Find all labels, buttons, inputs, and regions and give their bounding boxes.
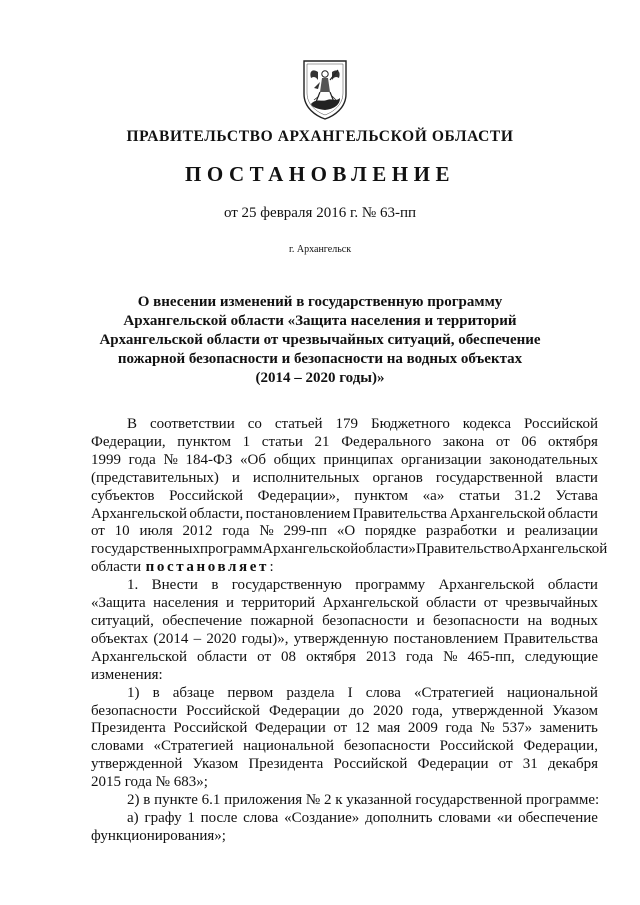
body-word: программ xyxy=(199,541,263,558)
government-name: ПРАВИТЕЛЬСТВО АРХАНГЕЛЬСКОЙ ОБЛАСТИ xyxy=(126,128,514,145)
body-word: года xyxy=(222,523,250,540)
body-word: «Стратегией xyxy=(414,684,494,701)
title-line: Архангельской области от чрезвычайных ситуаций, обеспечение xyxy=(99,332,541,348)
body-line-resolution xyxy=(91,559,598,577)
body-word: реализации xyxy=(524,523,598,540)
body-word: области xyxy=(547,577,598,594)
body-word: слова xyxy=(243,809,279,826)
body-word: безопасности xyxy=(322,612,409,629)
body-word: первом xyxy=(227,684,274,701)
body-word: № xyxy=(163,451,178,468)
body-word: 1 xyxy=(242,433,251,450)
body-word: в xyxy=(152,684,160,701)
body-word: утвержденную xyxy=(293,630,389,647)
body-word: Российской xyxy=(173,720,248,737)
body-word: территорий xyxy=(241,595,316,612)
body-word: мая xyxy=(377,720,401,737)
body-word: чрезвычайных xyxy=(505,595,598,612)
document-city: г. Архангельск xyxy=(288,244,352,255)
body-word: общих xyxy=(273,451,316,468)
body-word: 537» xyxy=(502,720,533,737)
body-word: Российской xyxy=(439,738,514,755)
body-line xyxy=(91,577,598,595)
body-word: 1 xyxy=(187,809,195,826)
body-word: от xyxy=(498,756,513,773)
resolution-keyword: постановляет xyxy=(145,559,269,576)
body-word: 2020 xyxy=(373,702,404,719)
body-word: Архангельской xyxy=(91,648,187,665)
body-word: годы)», xyxy=(241,630,289,647)
body-word: государственных xyxy=(91,541,200,558)
document-title xyxy=(90,293,550,388)
body-word: и xyxy=(225,595,234,612)
body-word: от xyxy=(333,720,348,737)
body-word: «Стратегией xyxy=(153,738,234,755)
body-word: Российской xyxy=(169,487,244,504)
body-word: области xyxy=(547,505,598,522)
body-word: утвержденной xyxy=(91,756,183,773)
body-word: области xyxy=(197,648,248,665)
body-word: 31 xyxy=(522,756,538,773)
title-line: О внесении изменений в государственную программу xyxy=(137,294,503,310)
body-line xyxy=(91,541,608,559)
document-body xyxy=(91,416,608,846)
body-word: Устава xyxy=(555,487,598,504)
body-word: от xyxy=(91,523,105,540)
body-word: Федерации, xyxy=(523,738,598,755)
body-word: № xyxy=(259,523,274,540)
body-word: Бюджетного xyxy=(370,416,450,432)
body-word: года xyxy=(445,720,473,737)
body-word: обеспечение xyxy=(162,612,243,629)
body-line xyxy=(91,810,598,828)
body-line xyxy=(91,738,598,756)
body-word: 2013 xyxy=(365,648,396,665)
resolution-suffix: : xyxy=(269,559,274,576)
body-word: дополнить xyxy=(365,809,433,826)
body-word: программу xyxy=(355,577,426,594)
body-word: безопасности xyxy=(433,612,520,629)
body-word: 2009 xyxy=(407,720,438,737)
body-word: пожарной xyxy=(250,612,314,629)
body-word: Федерации xyxy=(417,756,489,773)
body-word: Правительства xyxy=(503,630,598,647)
body-word: Правительства xyxy=(352,505,448,522)
body-word: объектах xyxy=(91,630,149,647)
body-word: Российской xyxy=(186,702,261,719)
body-line xyxy=(91,685,598,703)
body-line: 2) в пункте 6.1 приложения № 2 к указанной государственной программе: xyxy=(127,792,600,809)
body-word: власти xyxy=(555,469,598,486)
body-word: безопасности xyxy=(91,702,178,719)
body-word: 465-пп, xyxy=(467,648,515,665)
body-word: года xyxy=(405,648,434,665)
body-word: разработки xyxy=(425,523,497,540)
body-word: – xyxy=(193,630,202,647)
body-word: и xyxy=(506,523,515,540)
body-word: Федерации xyxy=(254,720,326,737)
body-line: изменения: xyxy=(91,666,163,683)
body-word: безопасности xyxy=(343,738,430,755)
body-word: статьей xyxy=(274,416,323,432)
body-word: от xyxy=(495,433,510,450)
body-word: 06 xyxy=(521,433,537,450)
body-word: законодательных xyxy=(489,451,598,468)
body-word: кодекса xyxy=(462,416,512,432)
body-word: В xyxy=(127,416,138,432)
body-word: Архангельской xyxy=(449,505,546,522)
body-word: Федерации xyxy=(269,702,340,719)
title-line: Архангельской области «Защита населения и территорий xyxy=(123,313,517,329)
body-word: порядке xyxy=(364,523,417,540)
body-word: Российской xyxy=(333,756,408,773)
title-line: пожарной безопасности и безопасности на водных объектах xyxy=(117,351,523,367)
body-word: статьи xyxy=(261,433,303,450)
body-word: графу xyxy=(144,809,182,826)
body-word: № xyxy=(443,648,458,665)
body-word: слова xyxy=(365,684,401,701)
body-word: Архангельской xyxy=(262,541,359,558)
body-word: Архангельской xyxy=(322,595,419,612)
body-word: раздела xyxy=(286,684,335,701)
body-word: утвержденной xyxy=(451,702,544,719)
body-word: от xyxy=(257,648,272,665)
body-word: 2020 xyxy=(206,630,237,647)
body-line xyxy=(91,703,598,721)
body-word: водных xyxy=(550,612,598,629)
document-date-number: от 25 февраля 2016 г. № 63-пп xyxy=(223,205,417,221)
body-word: области, xyxy=(189,505,244,522)
body-line xyxy=(91,452,598,470)
body-word: (представительных) xyxy=(91,469,219,486)
body-line xyxy=(91,720,598,738)
body-word: пунктом xyxy=(354,487,409,504)
body-word: обеспечение xyxy=(518,809,598,826)
body-word: на xyxy=(527,612,543,629)
body-word: 1999 xyxy=(91,451,121,468)
body-word: ситуаций, xyxy=(91,612,154,629)
body-word: Архангельской xyxy=(438,577,535,594)
body-word: 21 xyxy=(314,433,330,450)
body-word: закона xyxy=(442,433,485,450)
body-word: государственной xyxy=(435,469,543,486)
body-word: года xyxy=(128,451,156,468)
body-word: исполнительных xyxy=(252,469,360,486)
body-word: 299-пп xyxy=(283,523,327,540)
body-line: функционирования»; xyxy=(91,827,226,844)
body-word: I xyxy=(347,684,353,701)
body-word: следующие xyxy=(524,648,598,665)
body-word: Внести xyxy=(151,577,198,594)
body-word: области» xyxy=(358,541,416,558)
body-word: органов xyxy=(372,469,423,486)
body-word: Президента xyxy=(248,756,324,773)
body-line xyxy=(91,506,598,524)
body-word: Архангельской xyxy=(511,541,608,558)
body-word: «Создание» xyxy=(284,809,360,826)
body-word: после xyxy=(200,809,238,826)
body-word: принципах xyxy=(323,451,394,468)
document-type-heading: ПОСТАНОВЛЕНИЕ xyxy=(185,162,455,186)
body-word: и xyxy=(231,469,240,486)
body-word: 184-ФЗ xyxy=(185,451,233,468)
body-word: до xyxy=(348,702,365,719)
body-word: Указом xyxy=(552,702,598,719)
body-word: Федерации, xyxy=(91,433,166,450)
body-word: 1) xyxy=(127,684,140,701)
body-word: октября xyxy=(548,433,598,450)
body-line xyxy=(91,470,598,488)
body-word: и xyxy=(416,612,425,629)
body-word: июля xyxy=(139,523,173,540)
body-word: со xyxy=(247,416,262,432)
body-word: «Защита xyxy=(91,595,146,612)
body-word: субъектов xyxy=(91,487,155,504)
body-line xyxy=(91,595,598,613)
body-word: национальной xyxy=(507,684,598,701)
body-word: организации xyxy=(401,451,482,468)
body-word: статьи xyxy=(458,487,501,504)
body-word: постановлением xyxy=(393,630,499,647)
body-word: Федерации», xyxy=(257,487,340,504)
body-word: словами xyxy=(91,738,144,755)
body-word: постановлением xyxy=(245,505,351,522)
body-word: Президента xyxy=(91,720,166,737)
body-word: 10 xyxy=(114,523,130,540)
body-line xyxy=(91,756,598,774)
body-word: области xyxy=(426,595,477,612)
body-word: соответствии xyxy=(149,416,235,432)
body-word: 179 xyxy=(335,416,359,432)
body-line: 2015 года № 683»; xyxy=(91,774,208,791)
arkhangelsk-coat-of-arms-icon xyxy=(300,58,350,120)
body-word: словами xyxy=(438,809,491,826)
body-line xyxy=(91,631,598,649)
title-line: (2014 – 2020 годы)» xyxy=(255,370,385,386)
body-word: Российской xyxy=(524,416,598,432)
body-line xyxy=(91,523,598,541)
body-word: октября xyxy=(306,648,356,665)
body-word: 12 xyxy=(354,720,370,737)
body-word: (2014 xyxy=(153,630,189,647)
body-word: от xyxy=(483,595,498,612)
body-word: «О xyxy=(336,523,356,540)
resolution-prefix: области xyxy=(91,559,142,576)
body-word: «а» xyxy=(422,487,445,504)
body-word: декабря xyxy=(547,756,598,773)
body-word: национальной xyxy=(243,738,335,755)
body-line xyxy=(91,416,598,434)
body-line xyxy=(91,613,598,631)
body-word: заменить xyxy=(539,720,598,737)
body-word: «Об xyxy=(240,451,266,468)
body-word: государственную xyxy=(231,577,342,594)
body-word: Федерального xyxy=(341,433,432,450)
body-word: 1. xyxy=(127,577,139,594)
body-line xyxy=(91,649,598,667)
body-word: 2012 xyxy=(182,523,213,540)
body-word: 08 xyxy=(281,648,297,665)
body-word: а) xyxy=(127,809,139,826)
body-line xyxy=(91,434,598,452)
body-word: абзаце xyxy=(172,684,215,701)
body-line xyxy=(91,488,598,506)
body-word: населения xyxy=(153,595,219,612)
body-word: Архангельской xyxy=(91,505,187,522)
body-word: пунктом xyxy=(177,433,231,450)
body-word: № xyxy=(480,720,495,737)
body-word: года, xyxy=(412,702,443,719)
body-word: 31.2 xyxy=(514,487,541,504)
body-word: Правительство xyxy=(415,541,512,558)
body-word: Указом xyxy=(192,756,239,773)
body-word: «и xyxy=(496,809,513,826)
body-word: в xyxy=(211,577,219,594)
